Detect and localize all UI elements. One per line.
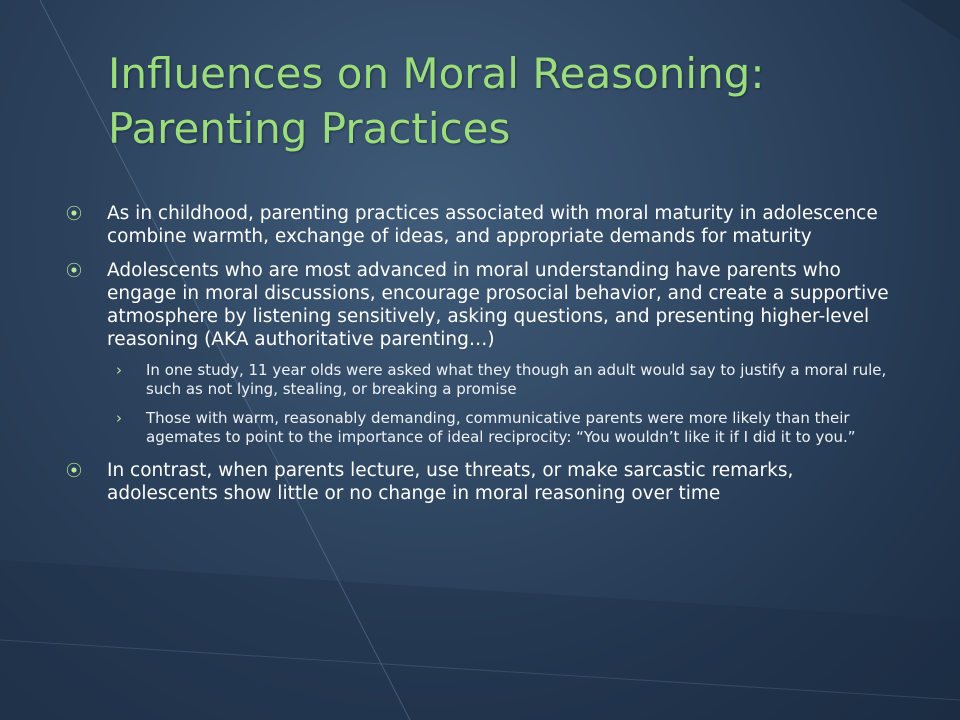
slide-body xyxy=(66,202,896,516)
top-right-corner-accent xyxy=(900,0,960,40)
sub-bullet-item xyxy=(66,361,896,399)
slide-title-line-1: Influences on Moral Reasoning: xyxy=(108,49,765,98)
bullet-text: Adolescents who are most advanced in moral understanding have parents who engage in moral discussions, encourage prosocial behavior, and create a supportive atmosphere by listening sensitively, asking questions, and presenting higher-level reasoning (AKA authoritative parenting…) xyxy=(107,260,889,350)
slide-title-line-2: Parenting Practices xyxy=(108,104,511,153)
sub-bullet-text: In one study, 11 year olds were asked what they though an adult would say to justify a moral rule, such as not lying, stealing, or breaking a promise xyxy=(146,361,887,398)
slide-title xyxy=(108,46,928,156)
bullet-text: In contrast, when parents lecture, use threats, or make sarcastic remarks, adolescents show little or no change in moral reasoning over time xyxy=(107,460,794,504)
chevron-right-icon: › xyxy=(116,409,122,427)
circle-bullet-icon: ⦿ xyxy=(66,261,83,280)
bullet-item xyxy=(66,459,896,505)
bullet-text: As in childhood, parenting practices associated with moral maturity in adolescence combine warmth, exchange of ideas, and appropriate demands for maturity xyxy=(107,203,878,247)
bullet-item xyxy=(66,202,896,248)
circle-bullet-icon: ⦿ xyxy=(66,461,83,480)
bullet-item xyxy=(66,259,896,351)
background-bottom-facet xyxy=(0,560,960,720)
chevron-right-icon: › xyxy=(116,361,122,379)
sub-bullet-text: Those with warm, reasonably demanding, communicative parents were more likely than their agemates to point to the importance of ideal reciprocity: “You wouldn’t like it if I did it to you.” xyxy=(146,409,856,446)
sub-bullet-item xyxy=(66,409,896,447)
circle-bullet-icon: ⦿ xyxy=(66,204,83,223)
